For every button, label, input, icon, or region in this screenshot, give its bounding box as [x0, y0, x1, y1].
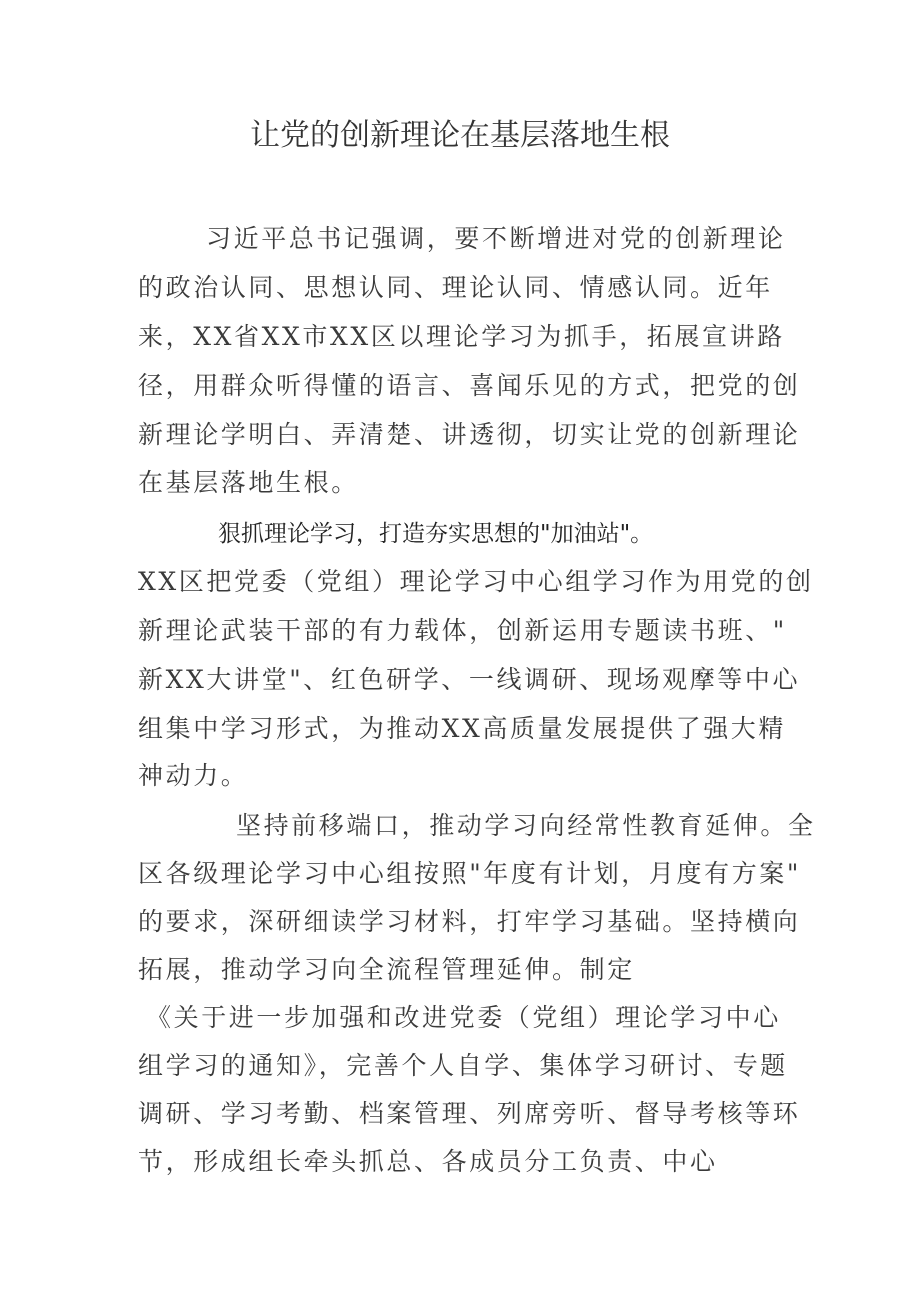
document-title: 让党的创新理论在基层落地生根 [250, 118, 670, 153]
paragraph-line: 在基层落地生根。 [138, 468, 359, 497]
paragraph-line: 组集中学习形式，为推动XX高质量发展提供了强大精 [138, 714, 786, 743]
paragraph-line: 节，形成组长牵头抓总、各成员分工负责、中心 [138, 1147, 718, 1176]
paragraph-line: 组学习的通知》，完善个人自学、集体学习研讨、专题 [138, 1051, 788, 1080]
paragraph-line: XX区把党委（党组）理论学习中心组学习作为用党的创 [138, 567, 814, 596]
paragraph-line: 习近平总书记强调，要不断增进对党的创新理论 [206, 224, 786, 253]
paragraph-line: 径，用群众听得懂的语言、喜闻乐见的方式，把党的创 [138, 371, 801, 400]
paragraph-line: 的要求，深研细读学习材料，打牢学习基础。坚持横向 [138, 907, 801, 936]
paragraph-line: 新理论学明白、弄清楚、讲透彻，切实让党的创新理论 [138, 420, 801, 449]
paragraph-line: 神动力。 [138, 761, 249, 790]
paragraph-line: 坚持前移端口，推动学习向经常性教育延伸。全 [236, 811, 816, 840]
paragraph-line: 新理论武装干部的有力载体，创新运用专题读书班、" [138, 616, 787, 645]
section-heading: 狠抓理论学习，打造夯实思想的"加油站"。 [218, 521, 654, 547]
paragraph-line: 《关于进一步加强和改进党委（党组）理论学习中心 [146, 1003, 781, 1032]
paragraph-line: 调研、学习考勤、档案管理、列席旁听、督导考核等环 [138, 1099, 801, 1128]
paragraph-line: 新XX大讲堂"、红色研学、一线调研、现场观摩等中心 [138, 665, 801, 694]
paragraph-line: 区各级理论学习中心组按照"年度有计划，月度有方案" [138, 859, 801, 888]
paragraph-line: 来，XX省XX市XX区以理论学习为抓手，拓展宣讲路 [138, 322, 785, 351]
paragraph-line: 拓展，推动学习向全流程管理延伸。制定 [138, 955, 635, 984]
paragraph-line: 的政治认同、思想认同、理论认同、情感认同。近年 [138, 273, 773, 302]
